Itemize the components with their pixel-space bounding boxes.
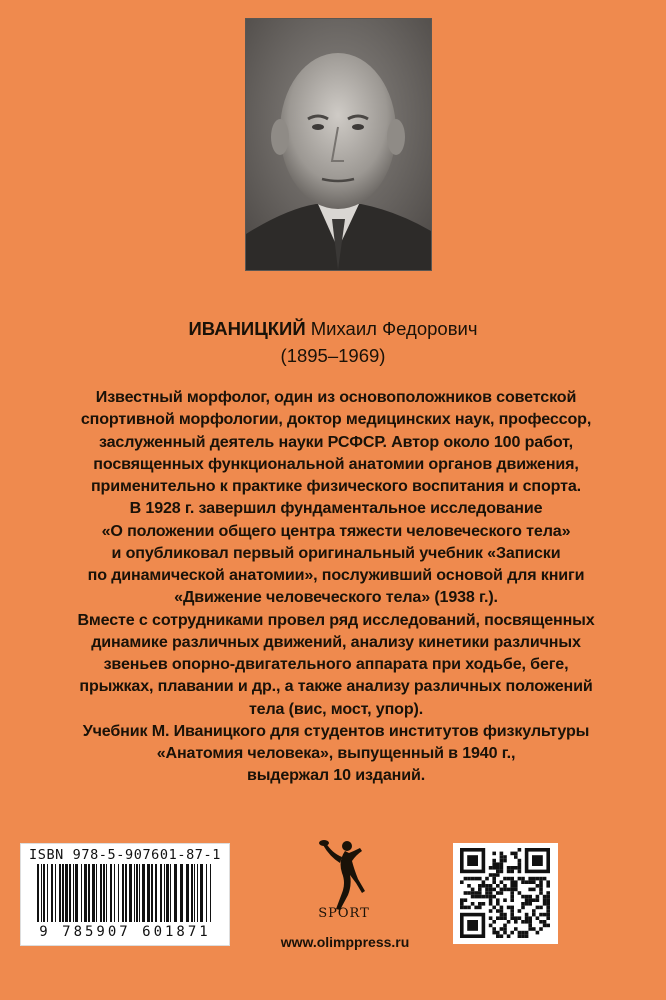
barcode-icon — [37, 864, 213, 924]
bio-line: заслуженный деятель науки РСФСР. Автор около 100 работ, — [98, 432, 574, 451]
bio-line: выдержал 10 изданий. — [246, 766, 426, 785]
bio-line: и опубликовал первый оригинальный учебник «Записки — [111, 543, 561, 562]
bio-line: динамике различных движений, анализу кинетики различных — [91, 632, 581, 651]
bio-line: «Движение человеческого тела» (1938 г.). — [174, 588, 498, 607]
bio-line: по динамической анатомии», послуживший основой для книги — [87, 566, 585, 584]
qr-code-icon — [453, 843, 558, 944]
author-portrait-photo — [245, 18, 432, 271]
bio-line: спортивной морфологии, доктор медицинских наук, профессор, — [80, 410, 592, 429]
isbn-barcode — [20, 843, 230, 946]
bio-line: тела (вис, мост, упор). — [248, 699, 424, 718]
author-given-names: Михаил Федорович — [310, 318, 478, 339]
bio-line: Вместе с сотрудниками провел ряд исследований, посвященных — [77, 610, 595, 629]
bio-line: Учебник М. Иваницкого для студентов институтов физкультуры — [82, 721, 590, 740]
author-name — [0, 316, 666, 342]
bio-line: Известный морфолог, один из основоположников советской — [95, 388, 577, 406]
qr-code — [453, 843, 558, 944]
bio-line: В 1928 г. завершил фундаментальное исследование — [129, 499, 543, 518]
bio-line: применительно к практике физического воспитания и спорта. — [90, 477, 581, 495]
author-years: (1895–1969) — [280, 345, 386, 366]
publisher-logo-text: SPORT — [318, 906, 370, 921]
publisher-url: www.olimppress.ru — [280, 934, 410, 950]
bio-line: звеньев опорно-двигательного аппарата при ходьбе, беге, — [103, 655, 569, 673]
author-biography — [60, 386, 612, 787]
bio-line: «О положении общего центра тяжести человеческого тела» — [101, 521, 571, 540]
ean-number: 9 785907 601871 — [39, 924, 211, 940]
bio-line: «Анатомия человека», выпущенный в 1940 г., — [156, 744, 516, 762]
author-surname: ИВАНИЦКИЙ — [188, 318, 306, 339]
bio-line: прыжках, плавании и др., а также анализу различных положений — [79, 677, 593, 696]
isbn-text: ISBN 978-5-907601-87-1 — [28, 847, 221, 863]
bio-line: посвященных функциональной анатомии органов движения, — [93, 454, 579, 473]
